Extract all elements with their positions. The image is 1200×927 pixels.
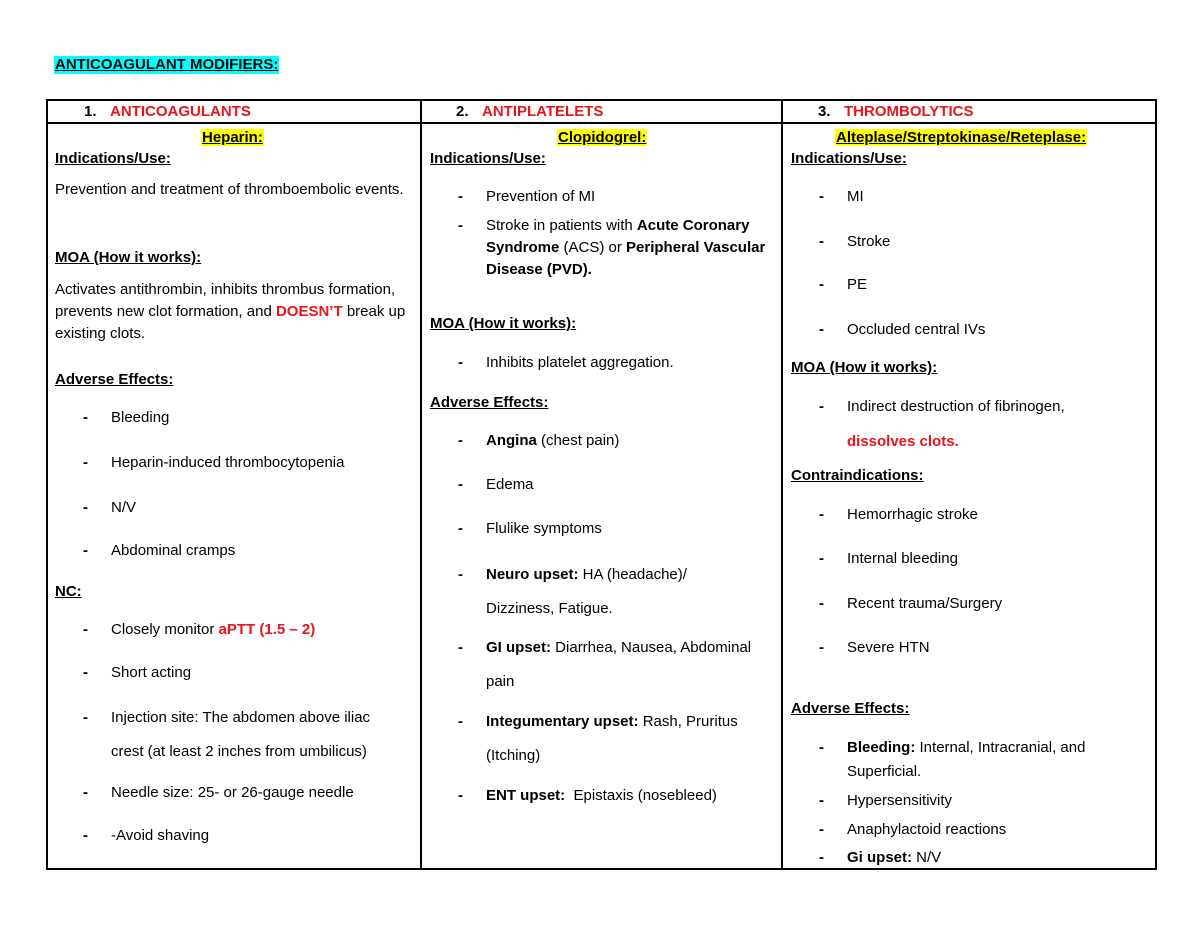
section-indications: Indications/Use: — [791, 150, 907, 167]
list-item-continuation: pain — [486, 673, 515, 690]
drug-name: Heparin: — [202, 129, 263, 146]
list-item-continuation: dissolves clots. — [847, 433, 959, 450]
section-moa: MOA (How it works): — [791, 359, 938, 376]
indications-text: Prevention and treatment of thromboembolic events. — [55, 181, 404, 198]
list-item-continuation: crest (at least 2 inches from umbilicus) — [111, 743, 367, 760]
list-item-continuation: (Itching) — [486, 747, 541, 764]
moa-text: Activates antithrombin, inhibits thrombus formation, prevents new clot formation, and DOESN’T break up existing clots. — [55, 281, 406, 342]
section-moa: MOA (How it works): — [55, 249, 202, 266]
list-item-continuation: Dizziness, Fatigue. — [486, 600, 613, 617]
section-adverse-effects: Adverse Effects: — [791, 700, 910, 717]
section-indications: Indications/Use: — [55, 150, 171, 167]
section-adverse-effects: Adverse Effects: — [55, 371, 174, 388]
section-moa: MOA (How it works): — [430, 315, 577, 332]
drug-table: 1. ANTICOAGULANTS 2. ANTIPLATELETS 3. THROMBOLYTICS Heparin: Indications/Use: Prevention and treatment of thromboembolic events. MOA (How it works): Activates antithrombin, inhibits thrombus formation, prevents new clot formation, and DOESN’T break up existing clots. Adverse Effects: - Bleeding - Heparin-induced thrombocytopenia - N/V - Abdominal cramps NC: - Closely monitor aPTT (1.5 – 2) - Short acting - Injection site: The abdomen above iliac crest (at least 2 inches from umbilicus) - Needle size: 25- or 26-gauge needle - -Avoid shaving Clopidogrel: Indications/Use: - Prevention of MI - Stroke in patients with Acute Coronary Syndrome (ACS) or Peripheral Vascular Disease (PVD). MOA (How it works): - Inhibits platelet aggregation. Adverse Effects: - Angina (chest pain) - Edema - Flulike symptoms - Neuro upset: HA (headache)/ Dizziness, Fatigue. - GI upset: Diarrhea, Nausea, Abdominal pain - Integumentary upset: Rash, Pruritus (Itching) - ENT upset: Epistaxis (nosebleed) Alteplase/Streptokinase/Reteplase: Indications/Use: - MI - Stroke - PE - Occluded central IVs MOA (How it works): - Indirect destruction of fibrinogen, dissolves clots. Contraindications: - Hemorrhagic stroke - Internal bleeding - Recent trauma/Surgery - Severe HTN Adverse Effects: - Bleeding: Internal, Intracranial, and Superficial. - Hypersensitivity - Anaphylactoid reactions - Gi upset: N/V — [46, 99, 1157, 870]
drug-name: Clopidogrel: — [558, 129, 647, 146]
drug-name: Alteplase/Streptokinase/Reteplase: — [836, 129, 1087, 146]
page-title: ANTICOAGULANT MODIFIERS: — [55, 56, 279, 73]
section-adverse-effects: Adverse Effects: — [430, 394, 549, 411]
section-contraindications: Contraindications: — [791, 467, 924, 484]
header-anticoagulants: 1. ANTICOAGULANTS — [84, 103, 251, 120]
list-item-continuation: Superficial. — [847, 763, 922, 780]
column-divider — [781, 101, 783, 868]
header-divider — [48, 122, 1155, 124]
section-indications: Indications/Use: — [430, 150, 546, 167]
header-antiplatelets: 2. ANTIPLATELETS — [456, 103, 604, 120]
column-divider — [420, 101, 422, 868]
list-item: - Injection site: The abdomen above iliac — [83, 709, 371, 726]
section-nursing-considerations: NC: — [55, 583, 82, 600]
header-thrombolytics: 3. THROMBOLYTICS — [818, 103, 974, 120]
